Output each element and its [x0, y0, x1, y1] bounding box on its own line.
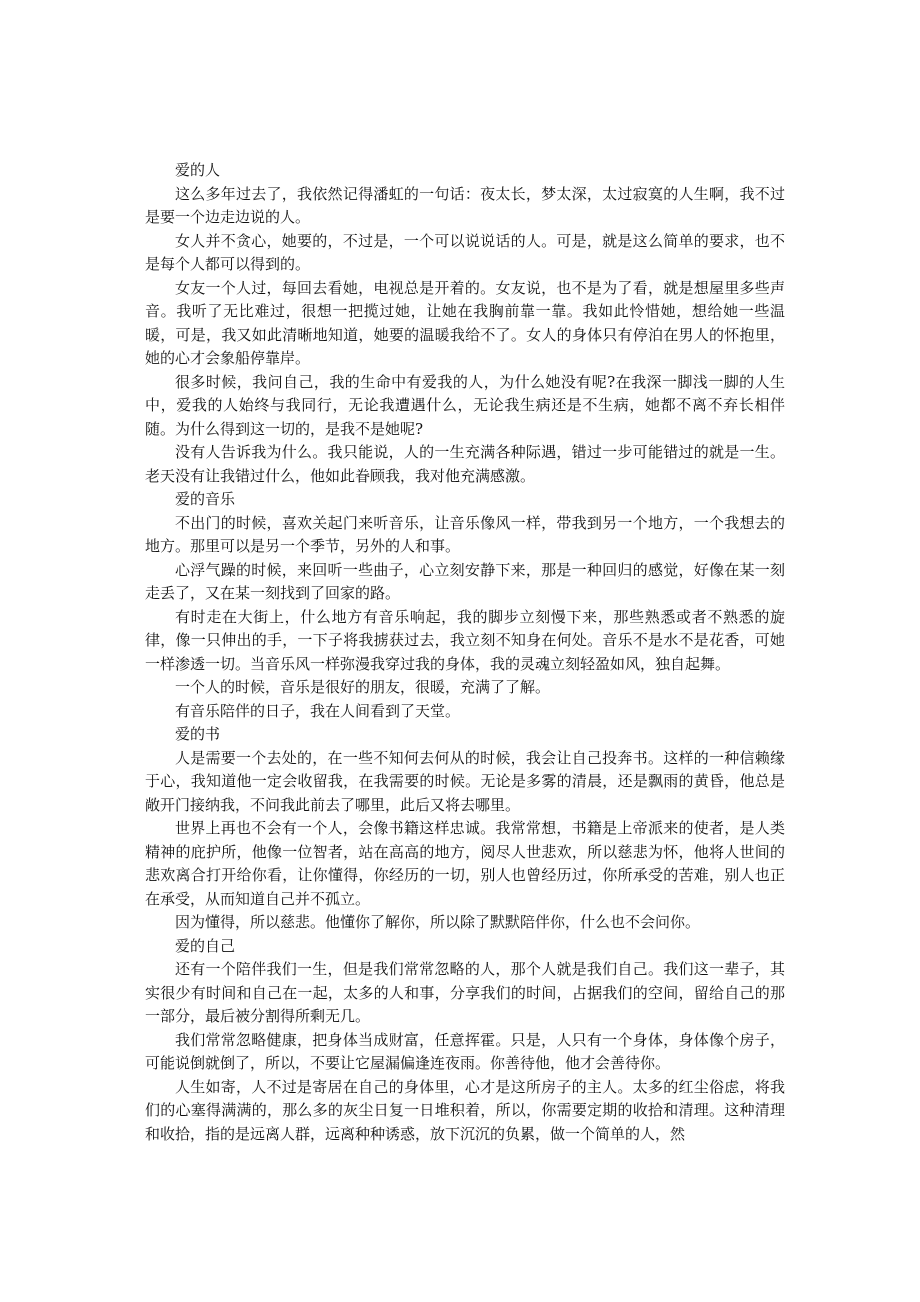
section-title-love-person: 爱的人: [175, 161, 221, 179]
paragraph: 心浮气躁的时候，来回听一些曲子，心立刻安静下来，那是一种回归的感觉，好像在某一刻走丢了，又在某一刻找到了回家的路。: [145, 560, 785, 602]
paragraph: 女人并不贪心，她要的，不过是，一个可以说说话的人。可是，就是这么简单的要求，也不是每个人都可以得到的。: [145, 231, 785, 273]
paragraph: 很多时候，我问自己，我的生命中有爱我的人，为什么她没有呢?在我深一脚浅一脚的人生中，爱我的人始终与我同行，无论我遭遇什么，无论我生病还是不生病，她都不离不弃长相伴随。为什么得到这一切的，是我不是她呢?: [145, 372, 785, 438]
paragraph: 人是需要一个去处的，在一些不知何去何从的时候，我会让自己投奔书。这样的一种信赖缘于心，我知道他一定会收留我，在我需要的时候。无论是多雾的清晨，还是飘雨的黄昏，他总是敞开门接纳我，不问我此前去了哪里，此后又将去哪里。: [145, 748, 785, 814]
paragraph: 这么多年过去了，我依然记得潘虹的一句话：夜太长，梦太深，太过寂寞的人生啊，我不过是要一个边走边说的人。: [145, 184, 785, 226]
section-title-love-music: 爱的音乐: [175, 490, 236, 508]
paragraph: 不出门的时候，喜欢关起门来听音乐，让音乐像风一样，带我到另一个地方，一个我想去的地方。那里可以是另一个季节，另外的人和事。: [145, 513, 785, 555]
paragraph: 还有一个陪伴我们一生，但是我们常常忽略的人，那个人就是我们自己。我们这一辈子，其实很少有时间和自己在一起，太多的人和事，分享我们的时间，占据我们的空间，留给自己的那一部分，最后被分割得所剩无几。: [145, 960, 785, 1025]
paragraph: 女友一个人过，每回去看她，电视总是开着的。女友说，也不是为了看，就是想屋里多些声音。我听了无比难过，很想一把揽过她，让她在我胸前靠一靠。我如此怜惜她，想给她一些温暖，可是，我又如此清晰地知道，她要的温暖我给不了。女人的身体只有停泊在男人的怀抱里，她的心才会象船停靠岸。: [145, 278, 785, 367]
paragraph: 有时走在大街上，什么地方有音乐响起，我的脚步立刻慢下来，那些熟悉或者不熟悉的旋律，像一只伸出的手，一下子将我掳获过去，我立刻不知身在何处。音乐不是水不是花香，可她一样渗透一切。当音乐风一样弥漫我穿过我的身体，我的灵魂立刻轻盈如风，独自起舞。: [145, 607, 785, 673]
document-page: [145, 159, 785, 1146]
paragraph: 没有人告诉我为什么。我只能说，人的一生充满各种际遇，错过一步可能错过的就是一生。老天没有让我错过什么，他如此眷顾我，我对他充满感激。: [145, 443, 785, 485]
section-title-love-books: 爱的书: [175, 725, 221, 743]
paragraph: 人生如寄，人不过是寄居在自己的身体里，心才是这所房子的主人。太多的红尘俗虑，将我们的心塞得满满的，那么多的灰尘日复一日堆积着，所以，你需要定期的收拾和清理。这种清理和收拾，指的是远离人群，远离种种诱惑，放下沉沉的负累，做一个简单的人，然: [145, 1077, 785, 1143]
paragraph: 因为懂得，所以慈悲。他懂你了解你，所以除了默默陪伴你，什么也不会问你。: [175, 913, 701, 931]
section-title-love-self: 爱的自己: [175, 936, 236, 955]
paragraph: 有音乐陪伴的日子，我在人间看到了天堂。: [175, 701, 461, 720]
paragraph: 我们常常忽略健康，把身体当成财富，任意挥霍。只是，人只有一个身体，身体像个房子，可能说倒就倒了，所以，不要让它屋漏偏逢连夜雨。你善待他，他才会善待你。: [145, 1030, 785, 1072]
paragraph: 一个人的时候，音乐是很好的朋友，很暖，充满了了解。: [175, 678, 551, 696]
paragraph: 世界上再也不会有一个人，会像书籍这样忠诚。我常常想，书籍是上帝派来的使者，是人类精神的庇护所，他像一位智者，站在高高的地方，阅尽人世悲欢，所以慈悲为怀，他将人世间的悲欢离合打开给你看，让你懂得，你经历的一切，别人也曾经历过，你所承受的苦难，别人也正在承受，从而知道自己并不孤立。: [145, 819, 785, 908]
